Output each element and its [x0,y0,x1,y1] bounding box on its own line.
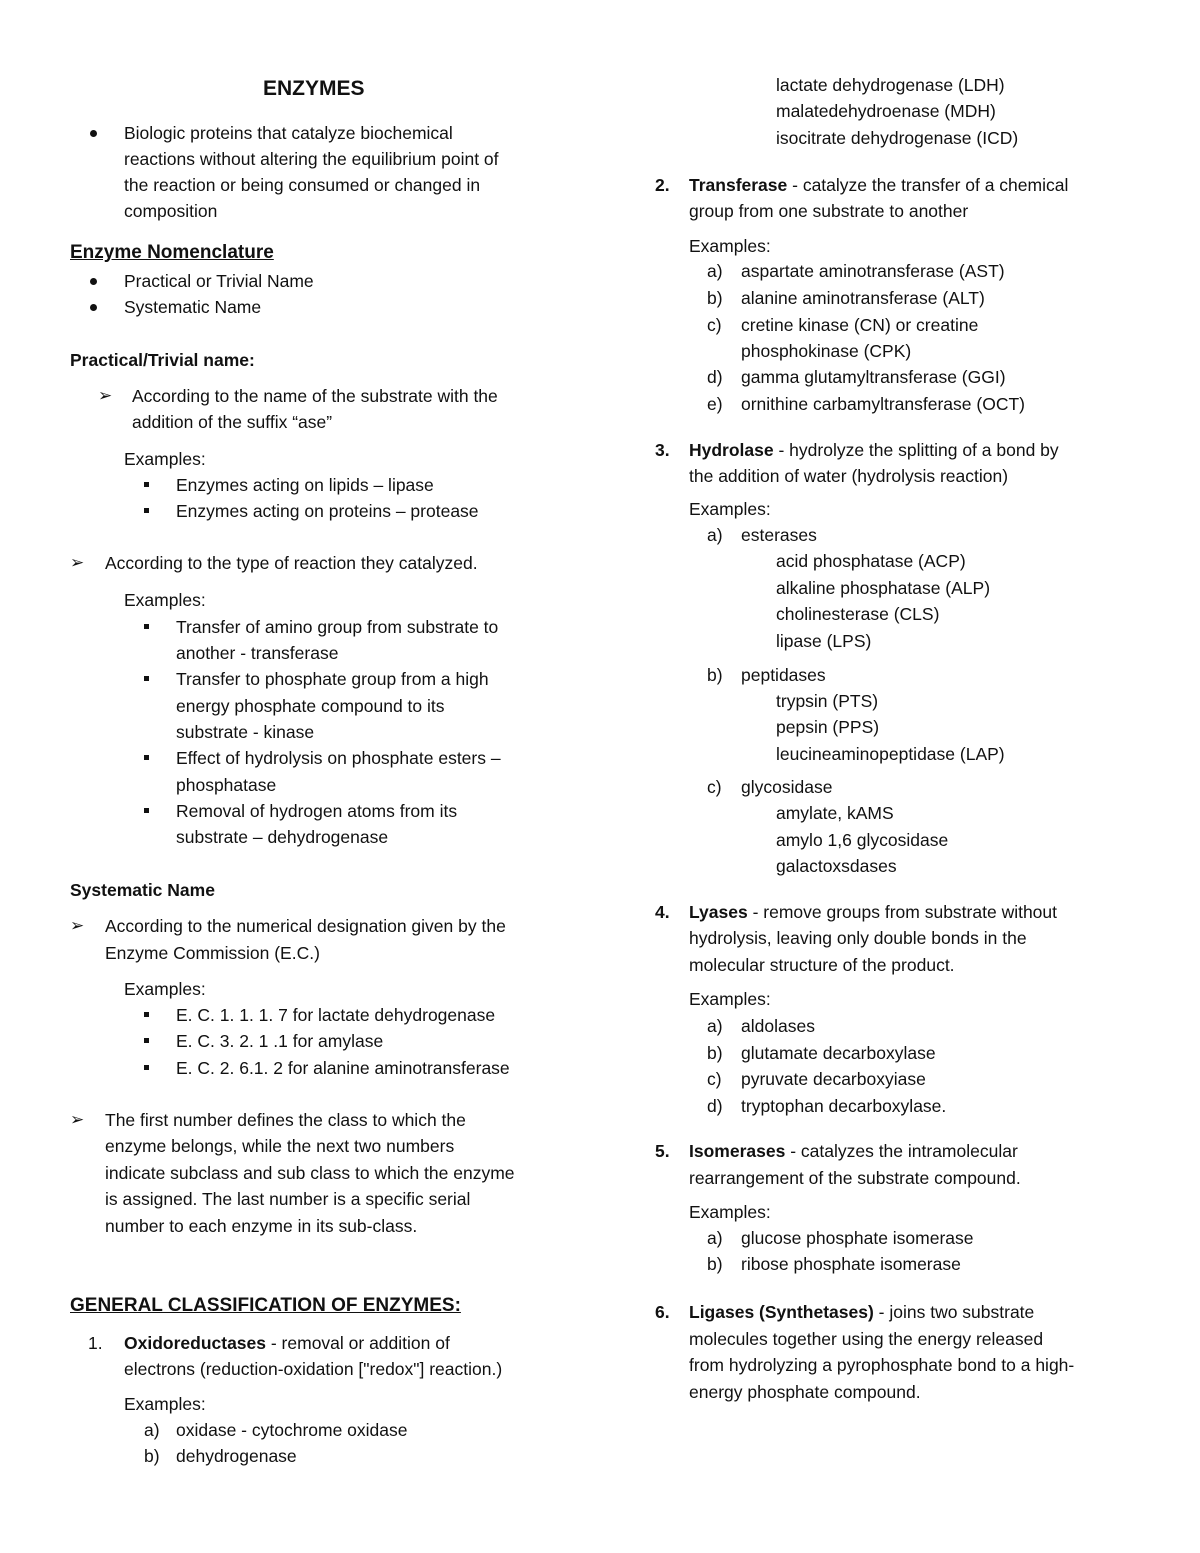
point-line: number to each enzyme in its sub-class. [105,1216,418,1236]
point-line: is assigned. The last number is a specific serial [105,1189,471,1209]
class-number: 4. [655,902,670,922]
class-number: 2. [655,175,670,195]
sub-example: acid phosphatase (ACP) [776,551,966,571]
examples-label: Examples: [124,449,206,469]
systematic-heading: Systematic Name [70,880,215,900]
point-line: According to the name of the substrate with the [132,386,498,406]
example-item: energy phosphate compound to its [176,696,445,716]
example-item: Transfer to phosphate group from a high [176,669,489,689]
example-item: substrate - kinase [176,722,315,742]
sub-example: amylo 1,6 glycosidase [776,830,949,850]
point-line: According to the type of reaction they catalyzed. [105,553,478,573]
example-item: oxidase - cytochrome oxidase [176,1420,408,1440]
square-bullet [144,808,149,813]
example-item: ornithine carbamyltransferase (OCT) [741,394,1025,414]
nomenclature-item: Practical or Trivial Name [124,271,314,291]
examples-label: Examples: [124,1394,206,1414]
example-item: glutamate decarboxylase [741,1043,936,1063]
example-letter: e) [707,394,723,414]
sub-example: malatedehydroenase (MDH) [776,101,996,121]
example-item: glucose phosphate isomerase [741,1228,974,1248]
example-letter: d) [707,1096,723,1116]
examples-label: Examples: [124,590,206,610]
sub-example: pepsin (PPS) [776,717,880,737]
bullet-dot [90,130,97,137]
nomenclature-heading: Enzyme Nomenclature [70,242,274,263]
example-item: Enzymes acting on proteins – protease [176,501,479,521]
sub-example: trypsin (PTS) [776,691,879,711]
example-letter: d) [707,367,723,387]
intro-line: the reaction or being consumed or changed in [124,175,481,195]
square-bullet [144,482,149,487]
example-item: gamma glutamyltransferase (GGI) [741,367,1006,387]
example-letter: a) [707,261,723,281]
sub-example: galactoxsdases [776,856,897,876]
class-name: Isomerases [689,1141,786,1161]
class-description: - catalyzes the intramolecular [785,1141,1018,1161]
intro-line: reactions without altering the equilibrium point of [124,149,499,169]
page-title: ENZYMES [263,77,365,100]
example-item: Transfer of amino group from substrate to [176,617,499,637]
class-description: the addition of water (hydrolysis reaction) [689,466,1009,486]
example-letter: a) [707,1228,723,1248]
point-line: indicate subclass and sub class to which the enzyme [105,1163,515,1183]
example-item: peptidases [741,665,826,685]
example-item: tryptophan decarboxylase. [741,1096,947,1116]
example-item: esterases [741,525,817,545]
class-description: - joins two substrate [873,1302,1035,1322]
example-item: Effect of hydrolysis on phosphate esters – [176,748,501,768]
sub-example: alkaline phosphatase (ALP) [776,578,991,598]
intro-line: composition [124,201,218,221]
class-number: 3. [655,440,670,460]
point-line: addition of the suffix “ase” [132,412,333,432]
example-item: alanine aminotransferase (ALT) [741,288,985,308]
class-description: molecular structure of the product. [689,955,955,975]
class-line [124,1332,450,1354]
class-description: - removal or addition of [266,1333,450,1353]
sub-example: isocitrate dehydrogenase (ICD) [776,128,1019,148]
example-item: Removal of hydrogen atoms from its [176,801,458,821]
arrow-bullet-icon: ➢ [70,553,85,572]
example-letter: b) [707,1254,723,1274]
example-letter: a) [707,525,723,545]
sub-example: cholinesterase (CLS) [776,604,940,624]
square-bullet [144,624,149,629]
sub-example: leucineaminopeptidase (LAP) [776,744,1005,764]
class-number: 1. [88,1333,103,1353]
example-item: glycosidase [741,777,833,797]
example-item: pyruvate decarboxyiase [741,1069,926,1089]
example-letter: b) [707,288,723,308]
example-item: phosphatase [176,775,277,795]
arrow-bullet-icon: ➢ [98,386,113,405]
class-description: from hydrolyzing a pyrophosphate bond to a high- [689,1355,1075,1375]
example-item: E. C. 2. 6.1. 2 for alanine aminotransferase [176,1058,510,1078]
arrow-bullet-icon: ➢ [70,1110,85,1129]
point-line: Enzyme Commission (E.C.) [105,943,320,963]
example-letter: b) [707,1043,723,1063]
intro-line: Biologic proteins that catalyze biochemical [124,123,453,143]
class-number: 6. [655,1302,670,1322]
class-description: - remove groups from substrate without [747,902,1058,922]
arrow-bullet-icon: ➢ [70,916,85,935]
example-letter: a) [707,1016,723,1036]
practical-heading: Practical/Trivial name: [70,350,255,370]
classification-heading: GENERAL CLASSIFICATION OF ENZYMES: [70,1295,461,1316]
example-item: ribose phosphate isomerase [741,1254,961,1274]
example-item: dehydrogenase [176,1446,297,1466]
class-line [689,439,1059,461]
class-description: hydrolysis, leaving only double bonds in the [689,928,1027,948]
examples-label: Examples: [689,236,771,256]
example-item: E. C. 3. 2. 1 .1 for amylase [176,1031,384,1051]
example-item: substrate – dehydrogenase [176,827,389,847]
class-description: energy phosphate compound. [689,1382,921,1402]
bullet-dot [90,278,97,285]
example-item: aldolases [741,1016,815,1036]
example-letter: c) [707,1069,722,1089]
class-name: Transferase [689,175,788,195]
examples-label: Examples: [689,499,771,519]
examples-label: Examples: [689,989,771,1009]
example-letter: a) [144,1420,160,1440]
class-name: Oxidoreductases [124,1333,266,1353]
class-description: electrons (reduction-oxidation ["redox"] reaction.) [124,1359,503,1379]
class-line [689,174,1068,196]
example-item: Enzymes acting on lipids – lipase [176,475,434,495]
example-item: cretine kinase (CN) or creatine [741,315,979,335]
example-item: aspartate aminotransferase (AST) [741,261,1005,281]
example-letter: c) [707,315,722,335]
class-line [689,901,1057,923]
sub-example: amylate, kAMS [776,803,894,823]
examples-label: Examples: [689,1202,771,1222]
class-line [689,1140,1018,1162]
class-line [689,1301,1034,1323]
bullet-dot [90,304,97,311]
class-description: group from one substrate to another [689,201,969,221]
example-letter: c) [707,777,722,797]
point-line: enzyme belongs, while the next two numbers [105,1136,455,1156]
class-name: Lyases [689,902,748,922]
nomenclature-item: Systematic Name [124,297,262,317]
example-item: phosphokinase (CPK) [741,341,912,361]
class-description: - hydrolyze the splitting of a bond by [773,440,1059,460]
example-letter: b) [707,665,723,685]
sub-example: lactate dehydrogenase (LDH) [776,75,1005,95]
class-name: Hydrolase [689,440,774,460]
square-bullet [144,676,149,681]
examples-label: Examples: [124,979,206,999]
example-letter: b) [144,1446,160,1466]
square-bullet [144,1065,149,1070]
square-bullet [144,1012,149,1017]
class-description: rearrangement of the substrate compound. [689,1168,1021,1188]
sub-example: lipase (LPS) [776,631,872,651]
point-line: According to the numerical designation given by the [105,916,506,936]
example-item: another - transferase [176,643,339,663]
class-description: molecules together using the energy released [689,1329,1044,1349]
class-description: - catalyze the transfer of a chemical [787,175,1069,195]
class-name: Ligases (Synthetases) [689,1302,874,1322]
point-line: The first number defines the class to which the [105,1110,466,1130]
example-item: E. C. 1. 1. 1. 7 for lactate dehydrogenase [176,1005,496,1025]
class-number: 5. [655,1141,670,1161]
square-bullet [144,755,149,760]
square-bullet [144,1038,149,1043]
square-bullet [144,508,149,513]
